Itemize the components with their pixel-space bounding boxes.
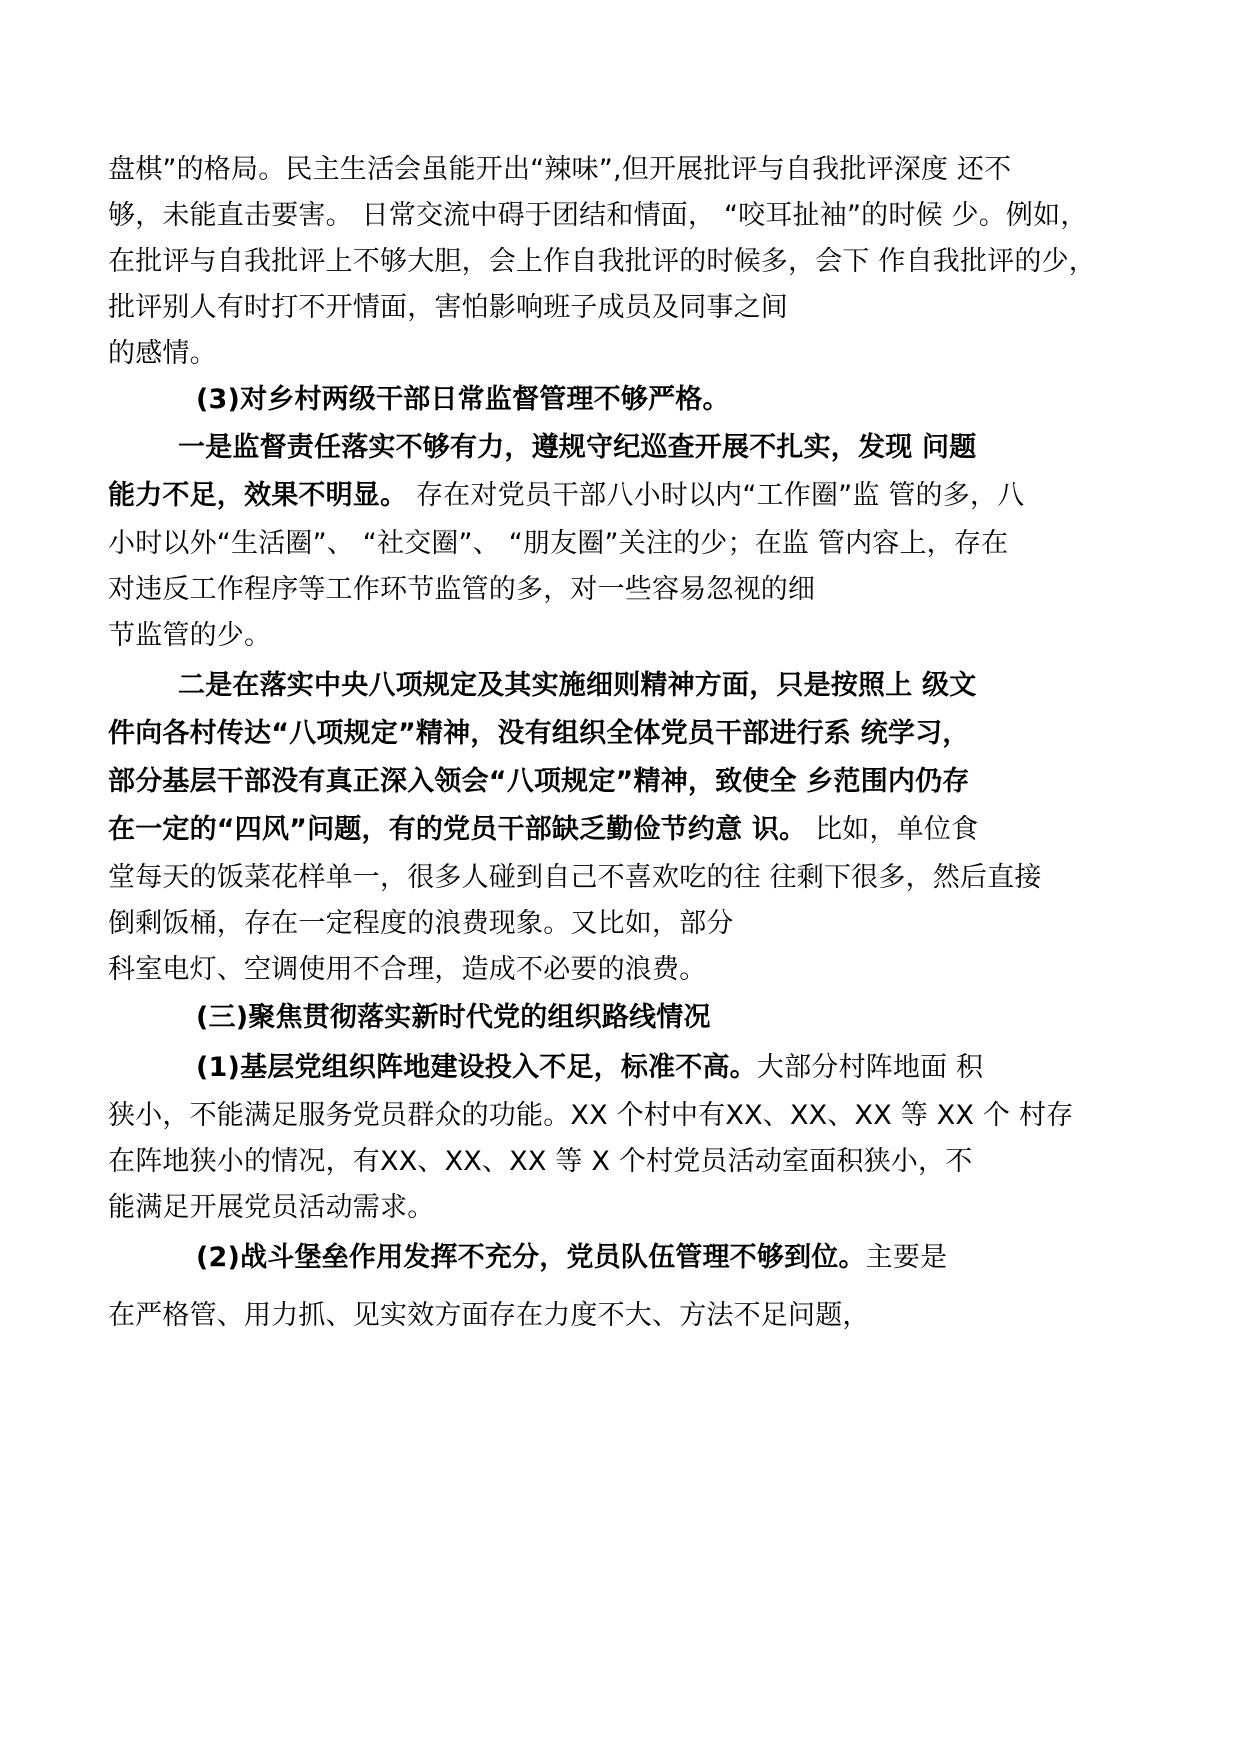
- body-text-line: 对违反工作程序等工作环节监管的多，对一些容易忽视的细: [108, 574, 816, 605]
- body-text-line: 节监管的少。: [108, 620, 272, 651]
- body-text-line: 能满足开展党员活动需求。: [108, 1192, 435, 1223]
- body-text-line: 件向各村传达“八项规定”精神，没有组织全体党员干部进行系 统学习，: [108, 718, 970, 749]
- paragraph-lead-line: (2)战斗堡垒作用发挥不充分，党员队伍管理不够到位。主要是: [196, 1242, 948, 1273]
- paragraph-lead-line: 二是在落实中央八项规定及其实施细则精神方面，只是按照上 级文: [178, 670, 977, 701]
- body-text-line: 批评别人有时打不开情面，害怕影响班子成员及同事之间: [108, 292, 788, 323]
- body-text-line: 倒剩饭桶，存在一定程度的浪费现象。又比如，部分: [108, 908, 734, 939]
- paragraph-lead-line: (1)基层党组织阵地建设投入不足，标准不高。大部分村阵地面 积: [196, 1052, 984, 1083]
- body-text-line: 够，未能直击要害。 日常交流中碍于团结和情面， “咬耳扯袖”的时候 少。例如，: [108, 200, 1088, 231]
- body-text-line: 能力不足，效果不明显。 存在对党员干部八小时以内“工作圈”监 管的多，八: [108, 480, 1025, 511]
- body-text-line: 在阵地狭小的情况，有XX、XX、XX 等 X 个村党员活动室面积狭小，不: [108, 1146, 973, 1177]
- body-text-line: 部分基层干部没有真正深入领会“八项规定”精神，致使全 乡范围内仍存: [108, 766, 970, 797]
- body-text-line: 小时以外“生活圈”、 “社交圈”、 “朋友圈”关注的少；在监 管内容上，存在: [108, 528, 1009, 559]
- body-text-line: 在批评与自我批评上不够大胆，会上作自我批评的时候多，会下 作自我批评的少，: [108, 246, 1096, 277]
- body-text-line: 科室电灯、空调使用不合理，造成不必要的浪费。: [108, 954, 707, 985]
- section-heading: (三)聚焦贯彻落实新时代党的组织路线情况: [196, 1002, 711, 1033]
- body-text-line: 盘棋”的格局。民主生活会虽能开出“辣味”,但开展批评与自我批评深度 还不: [108, 154, 1012, 185]
- body-text-line: 在严格管、用力抓、见实效方面存在力度不大、方法不足问题，: [108, 1300, 870, 1331]
- body-text-line: 堂每天的饭菜花样单一，很多人碰到自己不喜欢吃的往 往剩下很多，然后直接: [108, 862, 1042, 893]
- body-text-line: 的感情。: [108, 338, 217, 369]
- body-text-line: 狭小，不能满足服务党员群众的功能。XX 个村中有XX、XX、XX 等 XX 个 村存: [108, 1100, 1074, 1131]
- body-text-line: 在一定的“四风”问题，有的党员干部缺乏勤俭节约意 识。 比如，单位食: [108, 814, 979, 845]
- paragraph-lead-line: 一是监督责任落实不够有力，遵规守纪巡查开展不扎实，发现 问题: [178, 432, 977, 463]
- section-heading: (3)对乡村两级干部日常监督管理不够严格。: [196, 384, 730, 415]
